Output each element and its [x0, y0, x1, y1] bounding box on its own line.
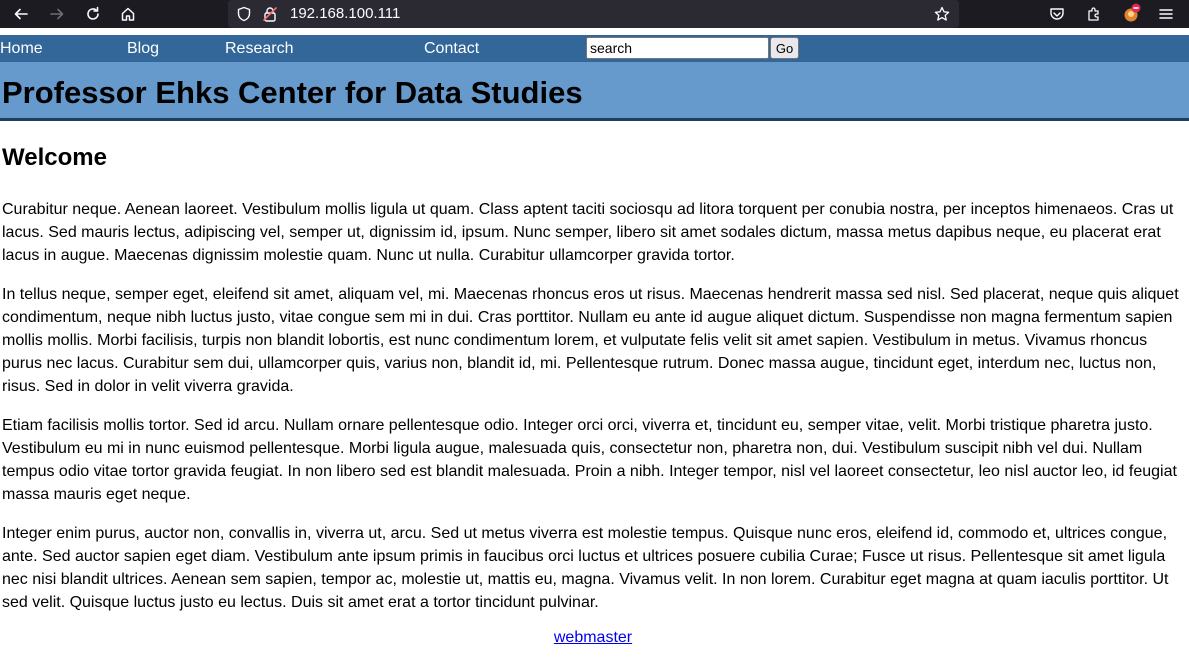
paragraph: Etiam facilisis mollis tortor. Sed id arcu. Nullam ornare pellentesque odio. Integer orci orci, viverra et, tincidunt eu, semper vitae, velit. Morbi tristique pharetra justo. Vestibulum eu mi in nunc euismod pellentesque. Morbi ligula augue, malesuada quis, consectetur non, pharetra non, dui. Vestibulum suscipit nibh vel dui. Nullam tempus odio vitae tortor gravida feugiat. In non libero sed est blandit malesuada. Proin a nibh. Integer tempor, nisl vel laoreet consectetur, leo nisl auctor leo, id feugiat massa mauris eget neque.: [2, 417, 1177, 503]
extensions-icon[interactable]: [1086, 6, 1102, 22]
url-text[interactable]: 192.168.100.111: [290, 5, 401, 22]
site-header-banner: [0, 62, 1189, 121]
shield-icon[interactable]: [236, 6, 252, 22]
go-button[interactable]: Go: [770, 37, 799, 59]
back-button[interactable]: [7, 0, 35, 28]
paragraph: Integer enim purus, auctor non, convallis in, viverra ut, arcu. Sed ut metus viverra est molestie tempus. Quisque nunc eros, eleifend id, commodo et, ultrices congue, ante. Sed auctor sapien eget diam. Vestibulum ante ipsum primis in faucibus orci luctus et ultrices posuere cubilia Curae; Fusce ut risus. Pellentesque sit amet ligula nec nisi blandit ultrices. Aenean sem sapien, tempor ac, molestie ut, mattis eu, magna. Vivamus velit. In non lorem. Curabitur eget magna at quam iaculis porttitor. Ut sed velit. Quisque luctus justo eu lectus. Duis sit amet erat a tortor tincidunt pulvinar.: [2, 525, 1169, 611]
nav-home-link[interactable]: Home: [0, 40, 43, 57]
account-blocked-icon[interactable]: [1122, 3, 1142, 23]
footer: [2, 629, 1184, 647]
nav-blog-link[interactable]: Blog: [127, 40, 160, 57]
nav-research-link[interactable]: Research: [225, 40, 294, 57]
webmaster-link[interactable]: webmaster: [553, 629, 633, 646]
paragraph: Curabitur neque. Aenean laoreet. Vestibulum mollis ligula ut quam. Class aptent taciti sociosqu ad litora torquent per conubia nostra, per inceptos himenaeos. Cras ut lacus. Sed mauris lectus, adipiscing vel, semper ut, dignissim id, ipsum. Nunc semper, libero sit amet sodales dictum, massa metus dapibus neque, eu placerat erat lacus in augue. Maecenas dignissim molestie quam. Nunc ut nulla. Curabitur ullamcorper gravida tortor.: [2, 201, 1174, 264]
forward-button[interactable]: [43, 0, 71, 28]
reload-button[interactable]: [79, 0, 107, 28]
browser-toolbar: [0, 0, 1189, 28]
search-input[interactable]: [586, 37, 769, 59]
menu-icon[interactable]: [1158, 6, 1174, 22]
paragraph: In tellus neque, semper eget, eleifend sit amet, aliquam vel, mi. Maecenas rhoncus eros ut risus. Maecenas hendrerit massa sed nisl. Sed placerat, neque quis aliquet condimentum, neque nibh luctus justo, vitae congue sem mi in dui. Cras porttitor. Nullam eu ante id augue aliquet dictum. Suspendisse non magna fermentum sapien mollis mollis. Morbi facilisis, turpis non blandit lobortis, est nunc condimentum lorem, et vulputate felis velit sit amet sapien. Vestibulum in metus. Vivamus rhoncus purus nec lacus. Curabitur sem dui, ullamcorper quis, varius non, blandit id, mi. Pellentesque rutrum. Donec massa augue, tincidunt eget, interdum nec, luctus non, risus. Sed in dolor in velit viverra gravida.: [2, 286, 1179, 395]
back-arrow-icon: [13, 6, 29, 22]
site-navigation: [0, 35, 1189, 62]
page-heading: Welcome: [2, 144, 107, 171]
home-button[interactable]: [114, 0, 142, 28]
page-top-gap: [0, 28, 1189, 35]
address-bar[interactable]: [228, 0, 959, 28]
home-icon: [120, 6, 136, 22]
insecure-lock-icon[interactable]: [262, 6, 278, 22]
forward-arrow-icon: [49, 6, 65, 22]
bookmark-star-icon[interactable]: [934, 6, 950, 22]
main-content: [2, 140, 1184, 647]
site-title: Professor Ehks Center for Data Studies: [2, 75, 583, 110]
reload-icon: [85, 6, 101, 22]
nav-contact-link[interactable]: Contact: [424, 40, 480, 57]
pocket-icon[interactable]: [1049, 6, 1065, 22]
